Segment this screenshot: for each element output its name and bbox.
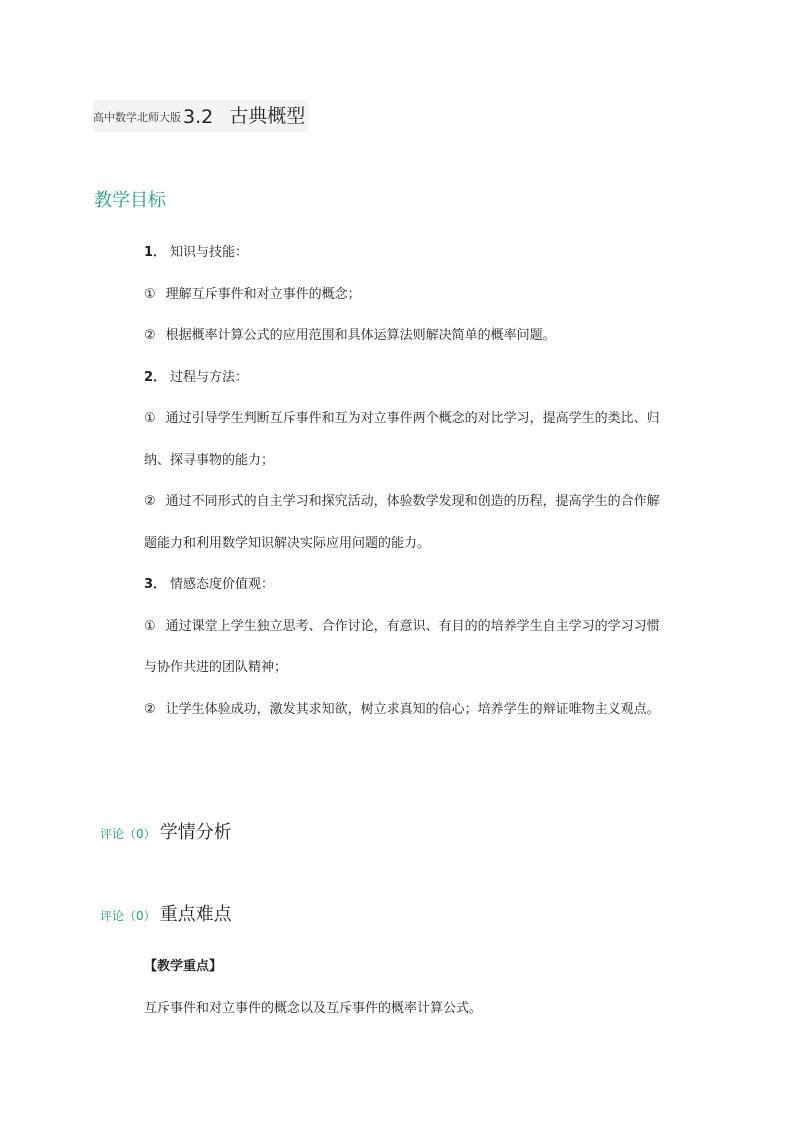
objective-line bbox=[144, 241, 248, 260]
objective-line bbox=[144, 449, 274, 468]
analysis-comment-link[interactable] bbox=[100, 825, 156, 842]
analysis-section-header bbox=[100, 818, 232, 844]
title-name: 古典概型 bbox=[229, 105, 306, 127]
objective-text: 知识与技能： bbox=[170, 245, 249, 260]
objective-line bbox=[144, 283, 361, 302]
objective-line bbox=[144, 573, 274, 592]
objective-text: 根据概率计算公式的应用范围和具体运算法则解决简单的概率问题。 bbox=[165, 328, 556, 343]
objective-text: 题能力和利用数学知识解决实际应用问题的能力。 bbox=[144, 536, 431, 551]
objectives-heading: 教学目标 bbox=[94, 190, 166, 211]
comment-close-paren: ） bbox=[143, 827, 156, 841]
objective-marker: ② bbox=[144, 328, 156, 343]
title-prefix: 高中数学北师大版 bbox=[93, 111, 181, 124]
objective-line bbox=[144, 490, 660, 509]
comment-label: 评论 bbox=[100, 909, 125, 923]
comment-open-paren: （ bbox=[124, 827, 137, 841]
document-title bbox=[93, 100, 309, 132]
keypoints-comment-link[interactable] bbox=[100, 907, 156, 924]
objective-text: 纳、探寻事物的能力； bbox=[144, 453, 275, 468]
objective-text: 通过引导学生判断互斥事件和互为对立事件两个概念的对比学习，提高学生的类比、归 bbox=[165, 411, 660, 426]
objective-line bbox=[144, 324, 556, 343]
keypoints-text: 互斥事件和对立事件的概念以及互斥事件的概率计算公式。 bbox=[144, 1001, 483, 1016]
comment-count: 0 bbox=[136, 827, 144, 841]
comment-close-paren: ） bbox=[143, 909, 156, 923]
comment-label: 评论 bbox=[100, 827, 125, 841]
keypoints-section-header bbox=[100, 900, 232, 926]
objective-marker: ① bbox=[144, 619, 156, 634]
objective-line bbox=[144, 698, 660, 717]
objective-text: 与协作共进的团队精神； bbox=[144, 660, 288, 675]
objective-text: 情感态度价值观： bbox=[170, 577, 275, 592]
objective-marker: ② bbox=[144, 702, 156, 717]
objective-marker: ② bbox=[144, 494, 156, 509]
objective-number: 1． bbox=[144, 245, 167, 260]
comment-count: 0 bbox=[136, 909, 144, 923]
objective-text: 过程与方法： bbox=[170, 370, 249, 385]
objective-marker: ① bbox=[144, 287, 156, 302]
objective-line bbox=[144, 366, 248, 385]
objective-marker: ① bbox=[144, 411, 156, 426]
objective-line bbox=[144, 532, 430, 551]
comment-open-paren: （ bbox=[124, 909, 137, 923]
objective-text: 通过不同形式的自主学习和探究活动，体验数学发现和创造的历程，提高学生的合作解 bbox=[165, 494, 660, 509]
objective-number: 2． bbox=[144, 370, 167, 385]
objective-line bbox=[144, 656, 287, 675]
keypoints-heading: 重点难点 bbox=[159, 904, 232, 925]
objective-line bbox=[144, 407, 660, 426]
objective-line bbox=[144, 615, 660, 634]
objective-text: 通过课堂上学生独立思考、合作讨论，有意识、有目的的培养学生自主学习的学习习惯 bbox=[165, 619, 660, 634]
analysis-heading: 学情分析 bbox=[159, 822, 232, 843]
title-number: 3.2 bbox=[183, 106, 214, 128]
objective-text: 理解互斥事件和对立事件的概念； bbox=[165, 287, 361, 302]
keypoints-subheading: 【教学重点】 bbox=[144, 959, 223, 974]
objective-number: 3． bbox=[144, 577, 167, 592]
objective-text: 让学生体验成功，激发其求知欲，树立求真知的信心；培养学生的辩证唯物主义观点。 bbox=[165, 702, 660, 717]
